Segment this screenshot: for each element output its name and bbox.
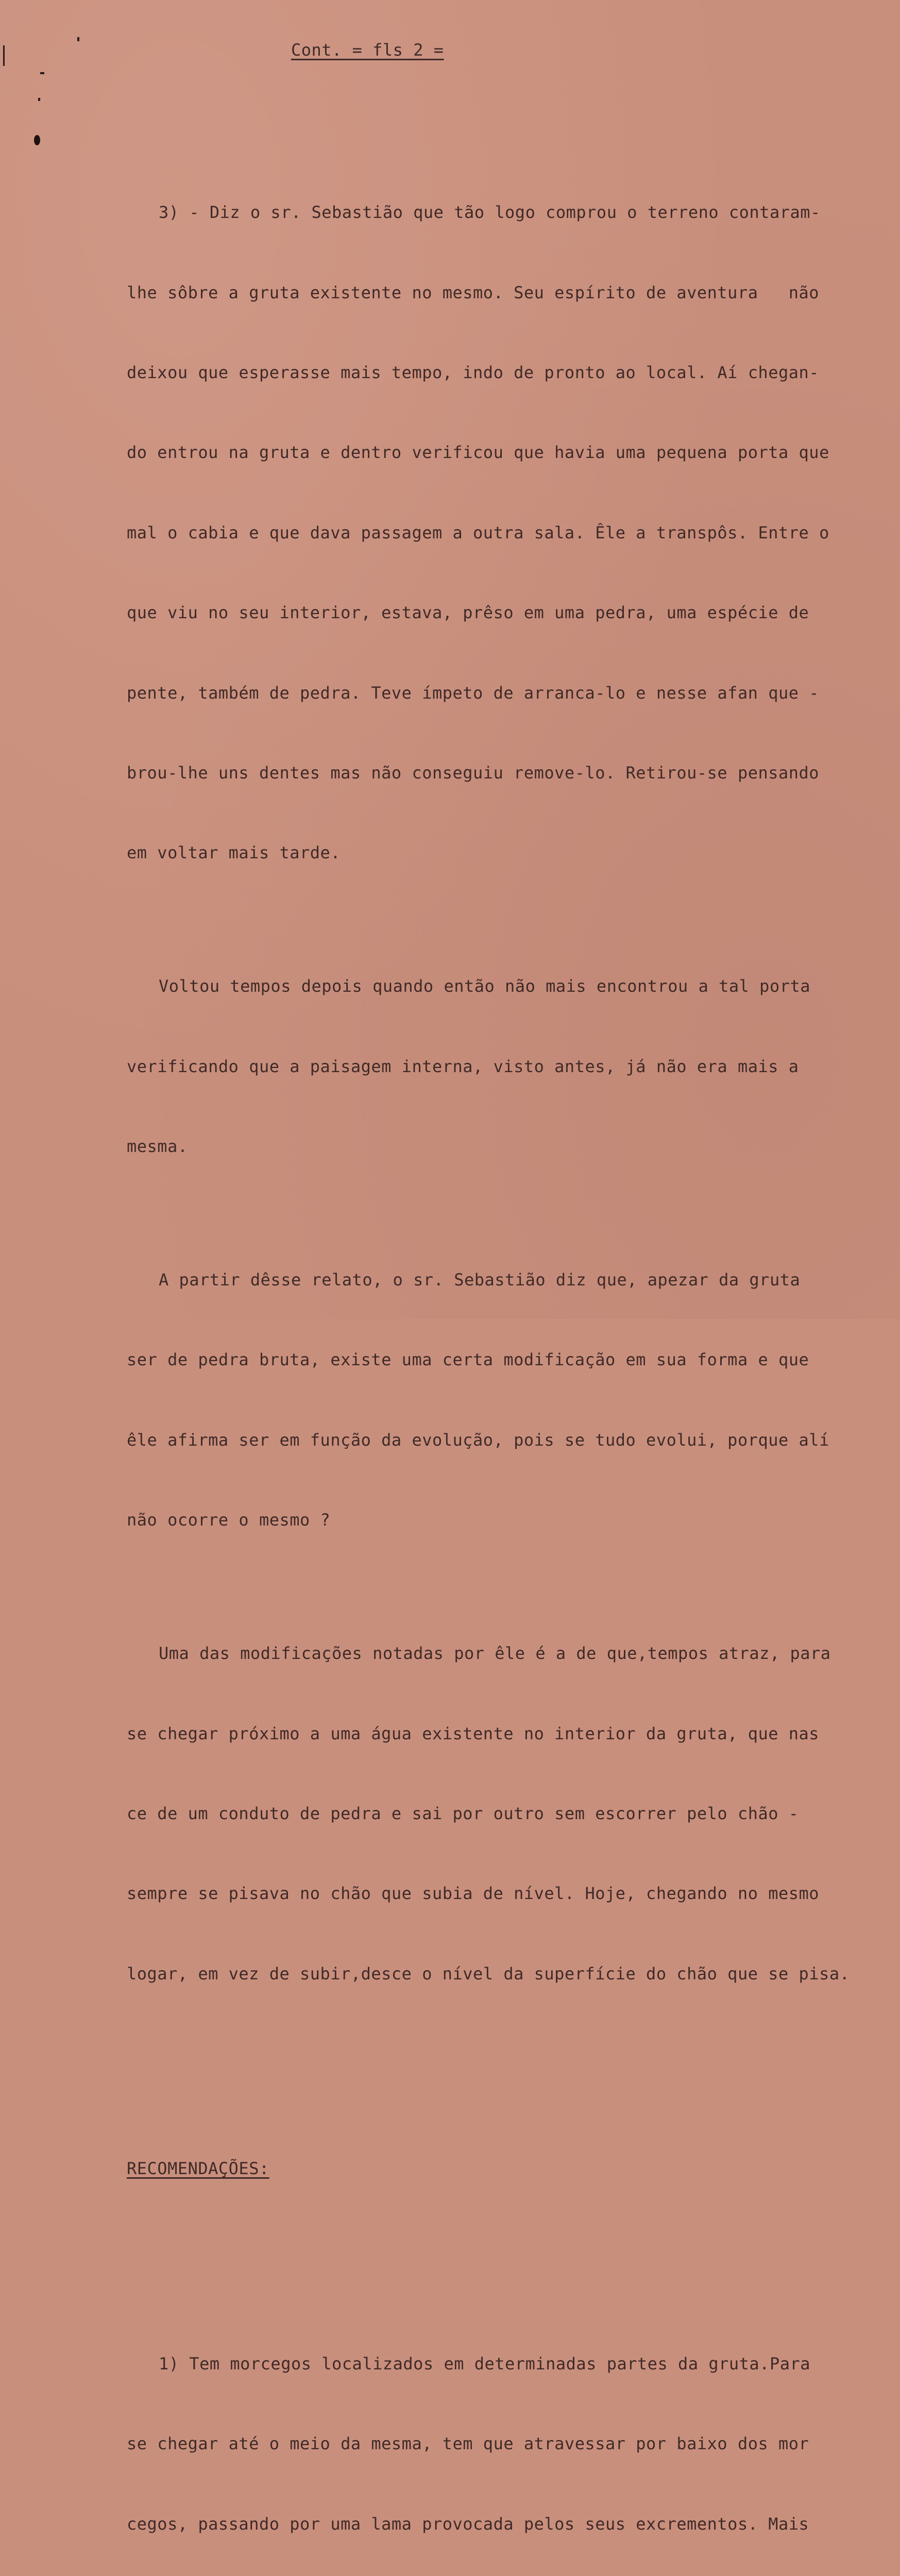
text-line: Voltou tempos depois quando então não mais encontrou a tal porta xyxy=(159,976,810,996)
ink-mark-left xyxy=(38,98,40,101)
text-line: mesma. xyxy=(127,1137,188,1157)
text-line: verificando que a paisagem interna, visto antes, já não era mais a xyxy=(127,1056,799,1076)
section-title: RECOMENDAÇÕES: xyxy=(127,2159,269,2179)
text-line: lhe sôbre a gruta existente no mesmo. Seu espírito de aventura não xyxy=(127,282,820,302)
text-line: deixou que esperasse mais tempo, indo de pronto ao local. Aí chegan- xyxy=(127,362,820,382)
text-line: brou-lhe uns dentes mas não conseguiu remove-lo. Retirou-se pensando xyxy=(127,762,820,783)
text-line: 3) - Diz o sr. Sebastião que tão logo comprou o terreno contaram- xyxy=(159,202,821,223)
page-header: Cont. = fls 2 = xyxy=(291,40,444,60)
ink-mark-left xyxy=(40,72,44,74)
text-line: mal o cabia e que dava passagem a outra sala. Êle a transpôs. Entre o xyxy=(127,522,829,543)
text-line: A partir dêsse relato, o sr. Sebastião diz que, apezar da gruta xyxy=(159,1270,801,1290)
spacer xyxy=(127,2094,850,2103)
text-line: se chegar próximo a uma água existente no interior da gruta, que nas xyxy=(127,1723,820,1743)
text-line: ce de um conduto de pedra e sai por outro sem escorrer pelo chão - xyxy=(127,1804,799,1823)
ink-mark-left xyxy=(3,45,5,66)
document-body xyxy=(127,93,850,2576)
text-line: êle afirma ser em função da evolução, pois se tudo evolui, porque alí xyxy=(127,1430,829,1450)
text-line: que viu no seu interior, estava, prêso em uma pedra, uma espécie de xyxy=(127,603,809,623)
text-line: se chegar até o meio da mesma, tem que atravessar por baixo dos mor xyxy=(127,2434,809,2454)
text-line: ser de pedra bruta, existe uma certa modificação em sua forma e que xyxy=(127,1350,809,1370)
text-line: logar, em vez de subir,desce o nível da superfície do chão que se pisa. xyxy=(127,1963,850,1984)
text-line: cegos, passando por uma lama provocada pelos seus excrementos. Mais xyxy=(127,2514,809,2534)
ink-blot xyxy=(34,135,40,145)
ink-mark-top xyxy=(77,37,79,41)
text-line: não ocorre o mesmo ? xyxy=(127,1510,331,1530)
text-line: 1) Tem morcegos localizados em determinadas partes da gruta.Para xyxy=(159,2353,810,2374)
text-line: do entrou na gruta e dentro verificou que havia uma pequena porta que xyxy=(127,443,829,463)
text-line: pente, também de pedra. Teve ímpeto de arranca-lo e nesse afan que - xyxy=(127,683,820,703)
text-line: sempre se pisava no chão que subia de nível. Hoje, chegando no mesmo xyxy=(127,1884,820,1904)
spacer xyxy=(127,2236,850,2244)
text-line: em voltar mais tarde. xyxy=(127,843,341,863)
text-line: Uma das modificações notadas por êle é a de que,tempos atraz, para xyxy=(159,1643,831,1664)
